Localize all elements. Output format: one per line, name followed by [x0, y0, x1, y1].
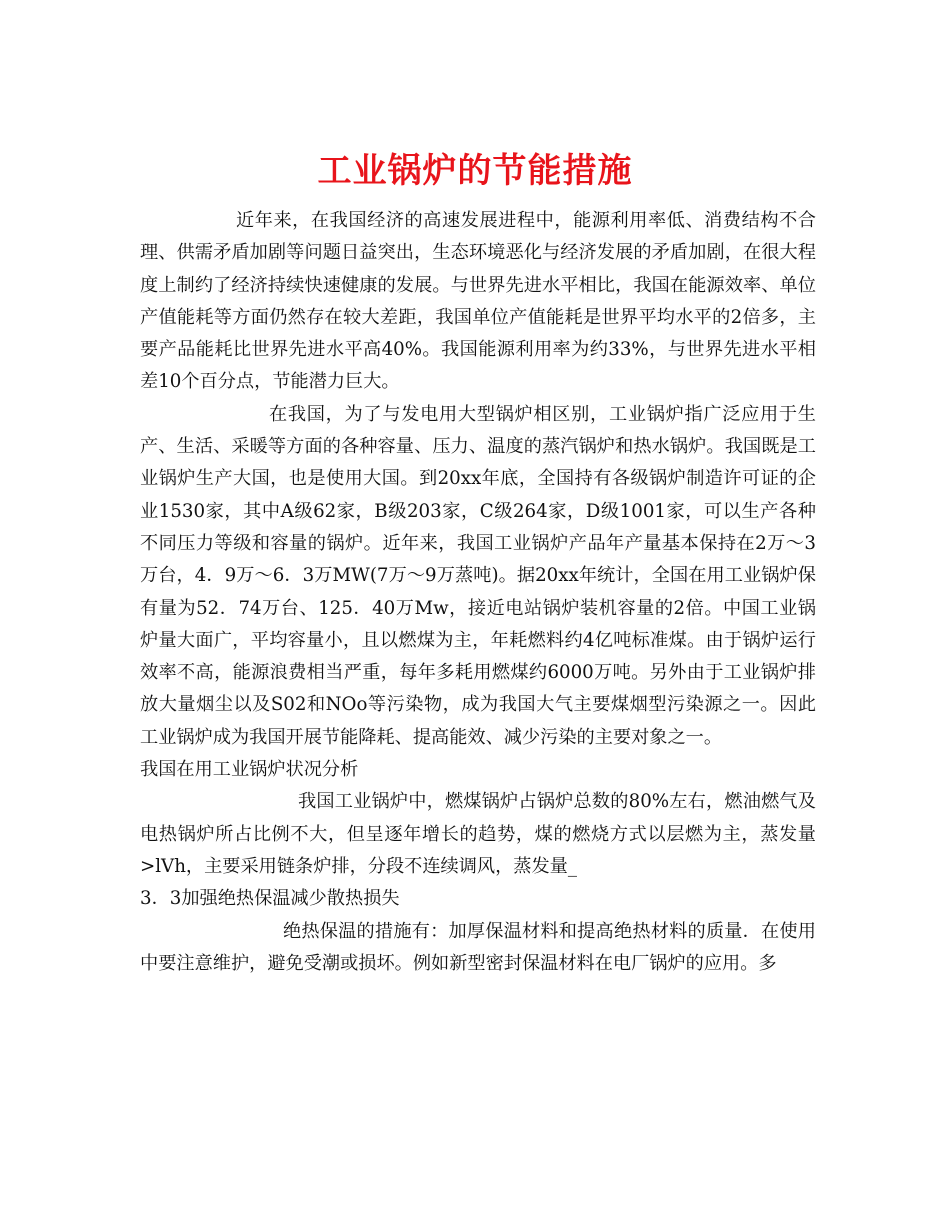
paragraph-insulation-measures: 绝热保温的措施有：加厚保温材料和提高绝热材料的质量．在使用中要注意维护，避免受潮或损坏。例如新型密封保温材料在电厂锅炉的应用。多	[140, 920, 816, 974]
paragraph-industrial-boilers: 在我国，为了与发电用大型锅炉相区别，工业锅炉指广泛应用于生产、生活、采暖等方面的各种容量、压力、温度的蒸汽锅炉和热水锅炉。我国既是工业锅炉生产大国，也是使用大国。到20xx年底，全国持有各级锅炉制造许可证的企业1530家，其中A级62家，B级203家，C级264家，D级1001家，可以生产各种不同压力等级和容量的锅炉。近年来，我国工业锅炉产品年产量基本保持在2万～3万台，4．9万～6．3万MW(7万～9万蒸吨)。据20xx年统计，全国在用工业锅炉保有量为52．74万台、125．40万Mw，接近电站锅炉装机容量的2倍。中国工业锅炉量大面广，平均容量小，且以燃煤为主，年耗燃料约4亿吨标准煤。由于锅炉运行效率不高，能源浪费相当严重，每年多耗用燃煤约6000万吨。另外由于工业锅炉排放大量烟尘以及S02和NOo等污染物，成为我国大气主要煤烟型污染源之一。因此工业锅炉成为我国开展节能降耗、提高能效、减少污染的主要对象之一。	[140, 403, 816, 748]
section-heading-status-analysis: 我国在用工业锅炉状况分析	[140, 759, 359, 781]
section-heading-insulation: 3．3加强绝热保温减少散热损失	[140, 888, 400, 910]
paragraph-coal-boilers: 我国工业锅炉中，燃煤锅炉占锅炉总数的80%左右，燃油燃气及电热锅炉所占比例不大，但呈逐年增长的趋势，煤的燃烧方式以层燃为主，蒸发量>lVh，主要采用链条炉排，分段不连续调风，蒸发量_	[140, 791, 816, 877]
document-body	[140, 205, 816, 980]
document-title: 工业锅炉的节能措施	[317, 150, 633, 191]
paragraph-intro: 近年来，在我国经济的高速发展进程中，能源利用率低、消费结构不合理、供需矛盾加剧等问题日益突出，生态环境恶化与经济发展的矛盾加剧，在很大程度上制约了经济持续快速健康的发展。与世界先进水平相比，我国在能源效率、单位产值能耗等方面仍然存在较大差距，我国单位产值能耗是世界平均水平的2倍多，主要产品能耗比世界先进水平高40%。我国能源利用率为约33%，与世界先进水平相差10个百分点，节能潜力巨大。	[140, 210, 816, 393]
